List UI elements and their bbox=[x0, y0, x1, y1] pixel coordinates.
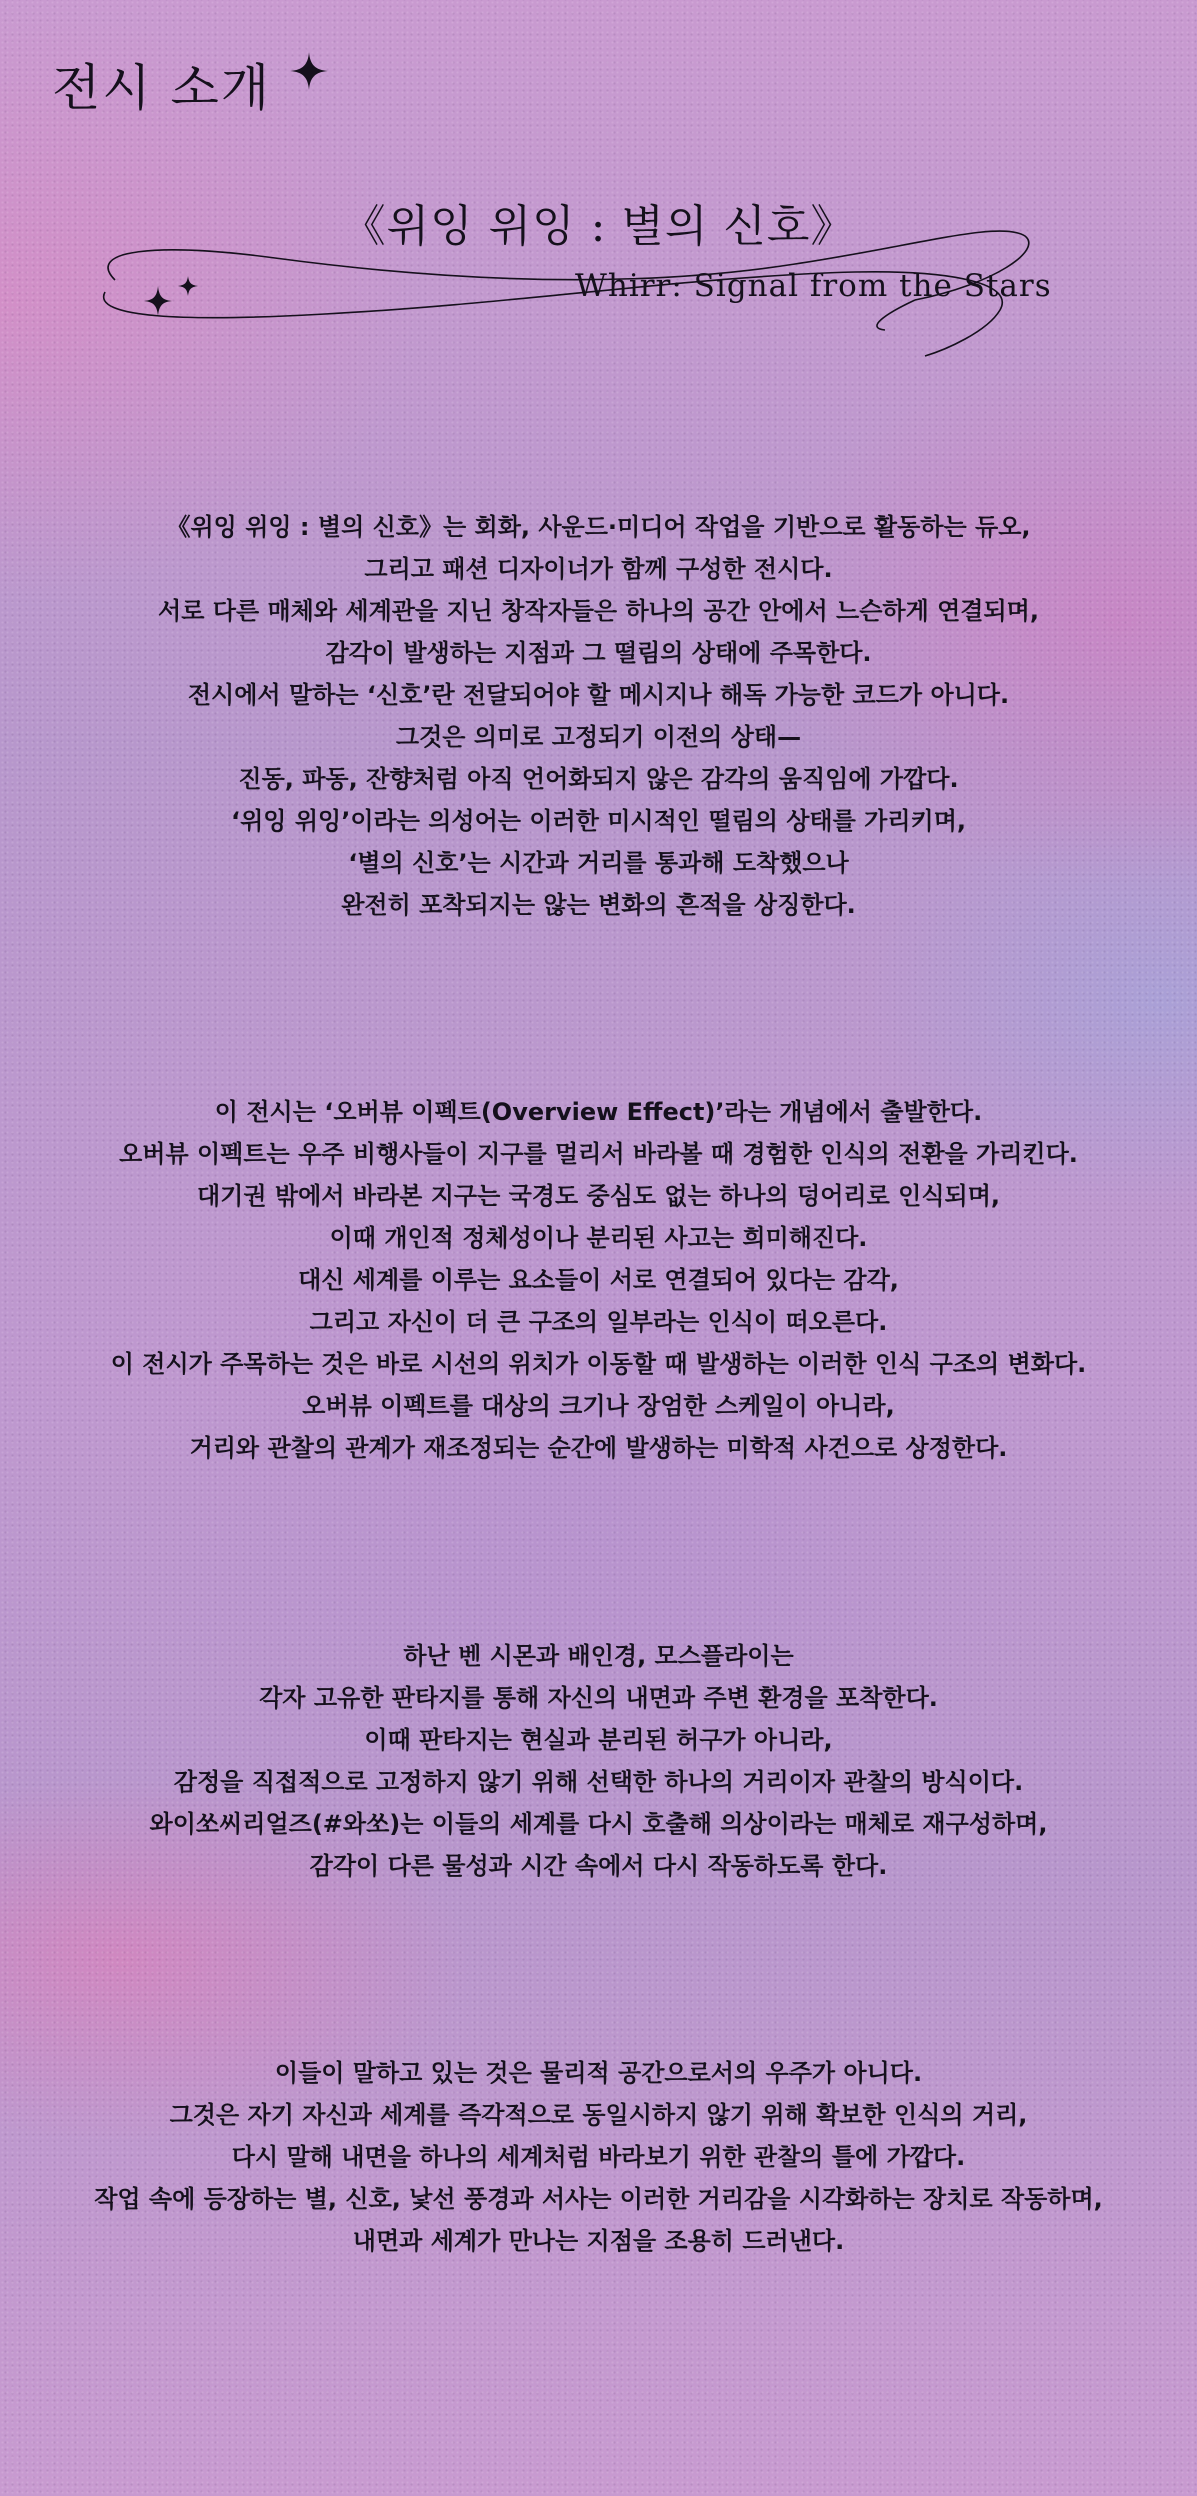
paragraph-line: 작업 속에 등장하는 별, 신호, 낯선 풍경과 서사는 이러한 거리감을 시각화하는 장치로 작동하며, bbox=[94, 2185, 1103, 2213]
paragraph-line: 그리고 자신이 더 큰 구조의 일부라는 인식이 떠오른다. bbox=[309, 1308, 888, 1336]
paragraph-line: 내면과 세계가 만나는 지점을 조용히 드러낸다. bbox=[352, 2227, 845, 2255]
intro-paragraph-2 bbox=[20, 1091, 1177, 1469]
paragraph-line: 《위잉 위잉 : 별의 신호》는 회화, 사운드·미디어 작업을 기반으로 활동하는 듀오, bbox=[166, 513, 1031, 541]
paragraph-line: 대기권 밖에서 바라본 지구는 국경도 중심도 없는 하나의 덩어리로 인식되며, bbox=[196, 1182, 1001, 1210]
intro-paragraph-1 bbox=[20, 506, 1177, 926]
intro-paragraph-4 bbox=[20, 2052, 1177, 2262]
paragraph-line: 이 전시가 주목하는 것은 바로 시선의 위치가 이동할 때 발생하는 이러한 인식 구조의 변화다. bbox=[110, 1350, 1087, 1378]
paragraph-line: 감정을 직접적으로 고정하지 않기 위해 선택한 하나의 거리이자 관찰의 방식이다. bbox=[173, 1768, 1024, 1796]
paragraph-line: 완전히 포착되지는 않는 변화의 흔적을 상징한다. bbox=[341, 891, 856, 919]
paragraph-line: 그것은 자기 자신과 세계를 즉각적으로 동일시하지 않기 위해 확보한 인식의 거리, bbox=[169, 2101, 1028, 2129]
paragraph-line: 감각이 다른 물성과 시간 속에서 다시 작동하도록 한다. bbox=[309, 1852, 888, 1880]
paragraph-line: 이들이 말하고 있는 것은 물리적 공간으로서의 우주가 아니다. bbox=[274, 2059, 923, 2087]
paragraph-line: 이때 판타지는 현실과 분리된 허구가 아니라, bbox=[364, 1726, 833, 1754]
exhibition-title-english: Whirr: Signal from the Stars bbox=[575, 268, 1052, 304]
section-title: 전시 소개 bbox=[52, 59, 272, 117]
paragraph-line: ‘별의 신호’는 시간과 거리를 통과해 도착했으나 bbox=[348, 849, 849, 877]
paragraph-line: 오버뷰 이펙트는 우주 비행사들이 지구를 멀리서 바라볼 때 경험한 인식의 전환을 가리킨다. bbox=[119, 1140, 1078, 1168]
paragraph-line: 와이쏘씨리얼즈(#와쏘)는 이들의 세계를 다시 호출해 의상이라는 매체로 재구성하며, bbox=[149, 1810, 1048, 1838]
paragraph-line: 이때 개인적 정체성이나 분리된 사고는 희미해진다. bbox=[329, 1224, 868, 1252]
paragraph-line: 그것은 의미로 고정되기 이전의 상태— bbox=[395, 723, 802, 751]
paragraph-line: 거리와 관찰의 관계가 재조정되는 순간에 발생하는 미학적 사건으로 상정한다. bbox=[189, 1434, 1008, 1462]
paragraph-line: ‘위잉 위잉’이라는 의성어는 이러한 미시적인 떨림의 상태를 가리키며, bbox=[231, 807, 966, 835]
exhibition-title-korean: 《위잉 위잉 : 별의 신호》 bbox=[341, 201, 856, 252]
twin-stars-icon bbox=[138, 268, 208, 328]
paragraph-line: 대신 세계를 이루는 요소들이 서로 연결되어 있다는 감각, bbox=[298, 1266, 899, 1294]
paragraph-line: 다시 말해 내면을 하나의 세계처럼 바라보기 위한 관찰의 틀에 가깝다. bbox=[231, 2143, 966, 2171]
paragraph-line: 서로 다른 매체와 세계관을 지닌 창작자들은 하나의 공간 안에서 느슨하게 연결되며, bbox=[158, 597, 1039, 625]
paragraph-line: 오버뷰 이펙트를 대상의 크기나 장엄한 스케일이 아니라, bbox=[302, 1392, 895, 1420]
intro-paragraph-3 bbox=[20, 1635, 1177, 1887]
paragraph-line: 전시에서 말하는 ‘신호’란 전달되어야 할 메시지나 해독 가능한 코드가 아니다. bbox=[187, 681, 1010, 709]
paragraph-line: 각자 고유한 판타지를 통해 자신의 내면과 주변 환경을 포착한다. bbox=[259, 1684, 938, 1712]
paragraph-line: 이 전시는 ‘오버뷰 이펙트(Overview Effect)’라는 개념에서 출발한다. bbox=[214, 1098, 983, 1126]
paragraph-line: 진동, 파동, 잔향처럼 아직 언어화되지 않은 감각의 움직임에 가깝다. bbox=[238, 765, 959, 793]
sparkle-icon bbox=[288, 50, 330, 92]
paragraph-line: 하난 벤 시몬과 배인경, 모스플라이는 bbox=[403, 1642, 794, 1670]
paragraph-line: 그리고 패션 디자이너가 함께 구성한 전시다. bbox=[364, 555, 833, 583]
paragraph-line: 감각이 발생하는 지점과 그 떨림의 상태에 주목한다. bbox=[325, 639, 872, 667]
